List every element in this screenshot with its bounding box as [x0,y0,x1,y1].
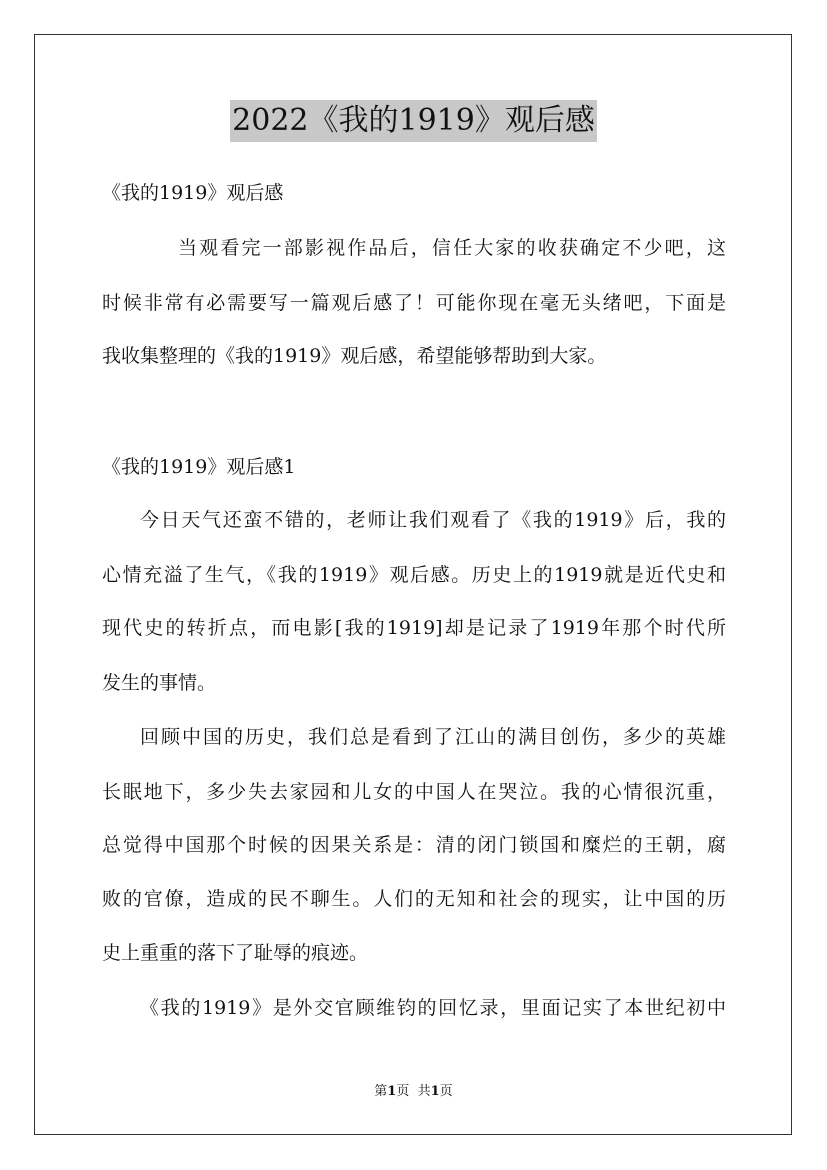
footer-page-suffix: 页 [396,1084,410,1099]
paragraph2-line-3: 总觉得中国那个时候的因果关系是：清的闭门锁国和糜烂的王朝，腐 [102,834,726,856]
title-container [0,100,827,142]
document-subtitle: 《我的1919》观后感 [102,182,284,204]
footer-total-prefix: 共 [417,1084,431,1099]
paragraph1-line-1: 今日天气还蛮不错的，老师让我们观看了《我的1919》后，我的 [140,509,726,531]
paragraph1-line-2: 心情充溢了生气，《我的1919》观后感。历史上的1919就是近代史和 [102,564,726,586]
paragraph2-line-2: 长眠地下，多少失去家园和儿女的中国人在哭泣。我的心情很沉重， [102,781,726,803]
intro-line-1: 当观看完一部影视作品后，信任大家的收获确定不少吧，这 [178,237,726,259]
footer-page-number: 1 [387,1084,397,1099]
paragraph3-line-1: 《我的1919》是外交官顾维钧的回忆录，里面记实了本世纪初中 [140,997,726,1019]
paragraph1-line-4: 发生的事情。 [102,672,217,694]
footer-total-number: 1 [430,1084,440,1099]
paragraph1-line-3: 现代史的转折点，而电影[我的1919]却是记录了1919年那个时代所 [102,617,726,639]
footer-total-suffix: 页 [439,1084,453,1099]
paragraph2-line-4: 败的官僚，造成的民不聊生。人们的无知和社会的现实，让中国的历 [102,888,726,910]
paragraph2-line-1: 回顾中国的历史，我们总是看到了江山的满目创伤，多少的英雄 [140,726,726,748]
paragraph2-line-5: 史上重重的落下了耻辱的痕迹。 [102,942,369,964]
document-title: 2022《我的1919》观后感 [230,100,597,142]
intro-line-2: 时候非常有必需要写一篇观后感了！可能你现在毫无头绪吧，下面是 [102,292,726,314]
intro-line-3: 我收集整理的《我的1919》观后感，希望能够帮助到大家。 [102,345,607,367]
page-footer [0,1082,827,1102]
footer-page-prefix: 第 [374,1084,388,1099]
section-heading: 《我的1919》观后感1 [102,456,296,478]
